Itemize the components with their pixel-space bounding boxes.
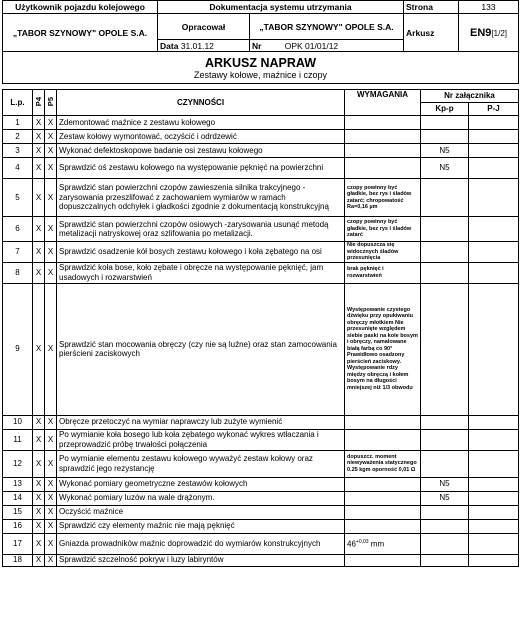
table-row <box>3 505 519 519</box>
row-p4-mark: X <box>33 262 45 283</box>
row-p4-mark: X <box>33 283 45 415</box>
row-p5-mark: X <box>45 415 57 429</box>
req-tolerance: +0,03 <box>355 538 369 545</box>
table-row <box>3 450 519 477</box>
row-p5-mark: X <box>45 519 57 533</box>
row-number: 1 <box>3 116 33 130</box>
row-number: 17 <box>3 533 33 554</box>
row-kpp <box>421 242 469 263</box>
sheet-number-sub: [1/2] <box>491 28 507 38</box>
row-p5-mark: X <box>45 450 57 477</box>
row-number: 7 <box>3 242 33 263</box>
sheet-label: Arkusz <box>404 14 459 52</box>
row-number: 2 <box>3 130 33 144</box>
row-kpp <box>421 130 469 144</box>
row-requirement: dopuszcz. moment niewyważenia statycznego 0.25 kgm oporność 0,01 Ω <box>345 450 421 477</box>
row-p4-mark: X <box>33 429 45 450</box>
row-number: 15 <box>3 505 33 519</box>
row-requirement <box>345 533 421 554</box>
row-pj <box>469 554 519 566</box>
row-number: 6 <box>3 217 33 242</box>
row-requirement: Nie dopuszcza się widocznych śladów przesunięcia <box>345 242 421 263</box>
row-activity: Sprawdzić stan mocowania obręczy (czy nie są luźne) oraz stan zamocowania pierścieni zaciskowych <box>57 283 345 415</box>
row-p5-mark: X <box>45 283 57 415</box>
row-kpp: N5 <box>421 491 469 505</box>
row-number: 14 <box>3 491 33 505</box>
row-number: 4 <box>3 158 33 179</box>
row-pj <box>469 130 519 144</box>
row-activity: Po wymianie koła bosego lub koła zębatego wykonać wykres wtłaczania i przeprowadzić próbę trwałości połączenia <box>57 429 345 450</box>
row-p5-mark: X <box>45 179 57 217</box>
row-activity: Gniazda prowadników maźnic doprowadzić do wymiarów konstrukcyjnych <box>57 533 345 554</box>
row-activity: Oczyścić maźnice <box>57 505 345 519</box>
row-pj <box>469 533 519 554</box>
row-requirement <box>345 505 421 519</box>
date-label: Data <box>160 40 179 51</box>
row-activity: Po wymianie elementu zestawu kołowego wyważyć zestaw kołowy oraz sprawdzić jego rezystancję <box>57 450 345 477</box>
row-p4-mark: X <box>33 217 45 242</box>
row-number: 13 <box>3 477 33 491</box>
repair-table <box>2 89 519 567</box>
date-cell <box>158 40 250 52</box>
table-row <box>3 130 519 144</box>
document-page <box>2 0 518 567</box>
col-attachment: Nr załącznika <box>421 90 519 103</box>
row-kpp <box>421 415 469 429</box>
row-p5-mark: X <box>45 533 57 554</box>
row-pj <box>469 116 519 130</box>
row-p5-mark: X <box>45 429 57 450</box>
row-number: 16 <box>3 519 33 533</box>
row-p5-mark: X <box>45 554 57 566</box>
document-header <box>2 0 519 84</box>
row-requirement: brak pęknięć i rozwarstwień <box>345 262 421 283</box>
row-pj <box>469 179 519 217</box>
row-activity: Sprawdzić osadzenie kół bosych zestawu kołowego i koła zębatego na osi <box>57 242 345 263</box>
page-number: 133 <box>459 1 519 14</box>
sheet-subtitle: Zestawy kołowe, maźnice i czopy <box>193 69 328 80</box>
row-p4-mark: X <box>33 116 45 130</box>
row-p4-mark: X <box>33 505 45 519</box>
row-kpp: N5 <box>421 144 469 158</box>
table-row <box>3 554 519 566</box>
table-row <box>3 217 519 242</box>
row-activity: Sprawdzić stan powierzchni czopów zawieszenia silnika trakcyjnego - zarysowania przeszlifować z zachowaniem wymiarów w ramach dopuszczalnych odchyłek i gładkości zgodnie z dokumentacją konstrukcyjną <box>57 179 345 217</box>
row-p5-mark: X <box>45 477 57 491</box>
row-p4-mark: X <box>33 491 45 505</box>
row-requirement: czopy powinny być gładkie, bez rys i śladów zatarć; chropowatość Ra=0,16 µm <box>345 179 421 217</box>
row-requirement: Występowanie czystego dźwięku przy opukiwaniu obręczy młotkiem Nie przesunięte względem siebie paski na kole bosym i obręczy, namalowane białą farbą co 90° Prawidłowo osadzony pierścień zaciskowy. Występowanie rdzy między obręczą i kołem bosym na długości mniejszej niż 1/3 obwodu <box>345 283 421 415</box>
row-pj <box>469 519 519 533</box>
doc-label: Dokumentacja systemu utrzymania <box>158 1 404 14</box>
user-label: Użytkownik pojazdu kolejowego <box>3 1 158 14</box>
row-kpp <box>421 554 469 566</box>
row-kpp <box>421 283 469 415</box>
row-p4-mark: X <box>33 242 45 263</box>
col-p4-label: P4 <box>33 96 43 106</box>
row-p5-mark: X <box>45 130 57 144</box>
col-p5-label: P5 <box>45 96 55 106</box>
row-number: 3 <box>3 144 33 158</box>
row-p4-mark: X <box>33 144 45 158</box>
row-activity: Obręcze przetoczyć na wymiar naprawczy lub zużyte wymienić <box>57 415 345 429</box>
row-p5-mark: X <box>45 158 57 179</box>
table-row <box>3 415 519 429</box>
row-requirement <box>345 130 421 144</box>
table-row <box>3 283 519 415</box>
row-pj <box>469 144 519 158</box>
row-requirement <box>345 415 421 429</box>
row-p5-mark: X <box>45 217 57 242</box>
sheet-number <box>459 14 519 52</box>
sheet-title: ARKUSZ NAPRAW <box>204 55 317 70</box>
row-requirement <box>345 429 421 450</box>
nr-label: Nr <box>252 40 262 51</box>
row-number: 11 <box>3 429 33 450</box>
table-row <box>3 491 519 505</box>
row-requirement <box>345 477 421 491</box>
row-requirement <box>345 554 421 566</box>
req-value: 46 <box>347 539 356 549</box>
prepared-label: Opracował <box>158 14 250 40</box>
row-activity: Sprawdzić oś zestawu kołowego na występowanie pęknięć na powierzchni <box>57 158 345 179</box>
row-p4-mark: X <box>33 415 45 429</box>
col-kpp: Kp-p <box>421 103 469 116</box>
row-number: 8 <box>3 262 33 283</box>
table-row <box>3 262 519 283</box>
row-p4-mark: X <box>33 158 45 179</box>
table-row <box>3 242 519 263</box>
row-pj <box>469 450 519 477</box>
table-row <box>3 533 519 554</box>
col-pj: P-J <box>469 103 519 116</box>
row-activity: Wykonać pomiary luzów na wale drążonym. <box>57 491 345 505</box>
row-requirement <box>345 144 421 158</box>
col-lp: L.p. <box>3 90 33 116</box>
table-row <box>3 116 519 130</box>
row-kpp <box>421 519 469 533</box>
row-kpp <box>421 262 469 283</box>
row-requirement <box>345 116 421 130</box>
table-row <box>3 477 519 491</box>
row-activity: Sprawdzić stan powierzchni czopów osiowych -zarysowania usunąć metodą metalizacji natryskowej oraz szlifowania po metalizacji. <box>57 217 345 242</box>
row-kpp <box>421 116 469 130</box>
row-kpp <box>421 533 469 554</box>
date-value: 31.01.12 <box>180 40 214 51</box>
table-row <box>3 144 519 158</box>
page-label: Strona <box>404 1 459 14</box>
row-activity: Sprawdzić czy elementy maźnic nie mają pęknięć <box>57 519 345 533</box>
row-requirement <box>345 158 421 179</box>
repair-table-body <box>3 116 519 567</box>
row-p5-mark: X <box>45 144 57 158</box>
row-p5-mark: X <box>45 505 57 519</box>
row-p5-mark: X <box>45 116 57 130</box>
row-pj <box>469 217 519 242</box>
table-row <box>3 158 519 179</box>
row-pj <box>469 283 519 415</box>
row-p4-mark: X <box>33 130 45 144</box>
row-activity: Wykonać pomiary geometryczne zestawów kołowych <box>57 477 345 491</box>
req-unit: mm <box>370 539 385 549</box>
col-p5 <box>45 90 57 116</box>
row-activity: Zestaw kołowy wymontować, oczyścić i odrdzewić <box>57 130 345 144</box>
row-number: 9 <box>3 283 33 415</box>
table-row <box>3 179 519 217</box>
row-kpp <box>421 179 469 217</box>
table-row <box>3 519 519 533</box>
row-p5-mark: X <box>45 491 57 505</box>
row-pj <box>469 429 519 450</box>
row-pj <box>469 491 519 505</box>
nr-cell <box>250 40 404 52</box>
row-activity: Zdemontować maźnice z zestawu kołowego <box>57 116 345 130</box>
company-right: „TABOR SZYNOWY" OPOLE S.A. <box>250 14 404 40</box>
row-pj <box>469 242 519 263</box>
row-p5-mark: X <box>45 262 57 283</box>
col-p4 <box>33 90 45 116</box>
row-p4-mark: X <box>33 519 45 533</box>
row-kpp <box>421 505 469 519</box>
row-number: 12 <box>3 450 33 477</box>
row-p4-mark: X <box>33 477 45 491</box>
nr-value: OPK 01/01/12 <box>284 40 339 51</box>
row-pj <box>469 262 519 283</box>
row-activity: Sprawdzić koła bose, koło zębate i obręcze na występowanie pęknięć, jam usadowych i rozwarstwień <box>57 262 345 283</box>
sheet-number-main: EN9 <box>470 26 492 39</box>
row-requirement <box>345 519 421 533</box>
row-number: 10 <box>3 415 33 429</box>
row-p4-mark: X <box>33 554 45 566</box>
row-kpp <box>421 217 469 242</box>
row-kpp: N5 <box>421 158 469 179</box>
row-kpp <box>421 450 469 477</box>
row-pj <box>469 158 519 179</box>
row-number: 5 <box>3 179 33 217</box>
row-activity: Wykonać defektoskopowe badanie osi zestawu kołowego <box>57 144 345 158</box>
row-p5-mark: X <box>45 242 57 263</box>
sheet-title-block <box>3 52 519 84</box>
row-requirement <box>345 491 421 505</box>
row-pj <box>469 477 519 491</box>
company-left: „TABOR SZYNOWY" OPOLE S.A. <box>3 14 158 52</box>
col-requirements: WYMAGANIA <box>345 90 421 116</box>
row-p4-mark: X <box>33 179 45 217</box>
row-kpp <box>421 429 469 450</box>
table-row <box>3 429 519 450</box>
row-p4-mark: X <box>33 533 45 554</box>
row-number: 18 <box>3 554 33 566</box>
row-requirement: czopy powinny być gładkie, bez rys i śladów zatarć <box>345 217 421 242</box>
row-kpp: N5 <box>421 477 469 491</box>
row-p4-mark: X <box>33 450 45 477</box>
row-pj <box>469 415 519 429</box>
row-activity: Sprawdzić szczelność pokryw i luzy labiryntów <box>57 554 345 566</box>
row-pj <box>469 505 519 519</box>
col-activities: CZYNNOŚCI <box>57 90 345 116</box>
